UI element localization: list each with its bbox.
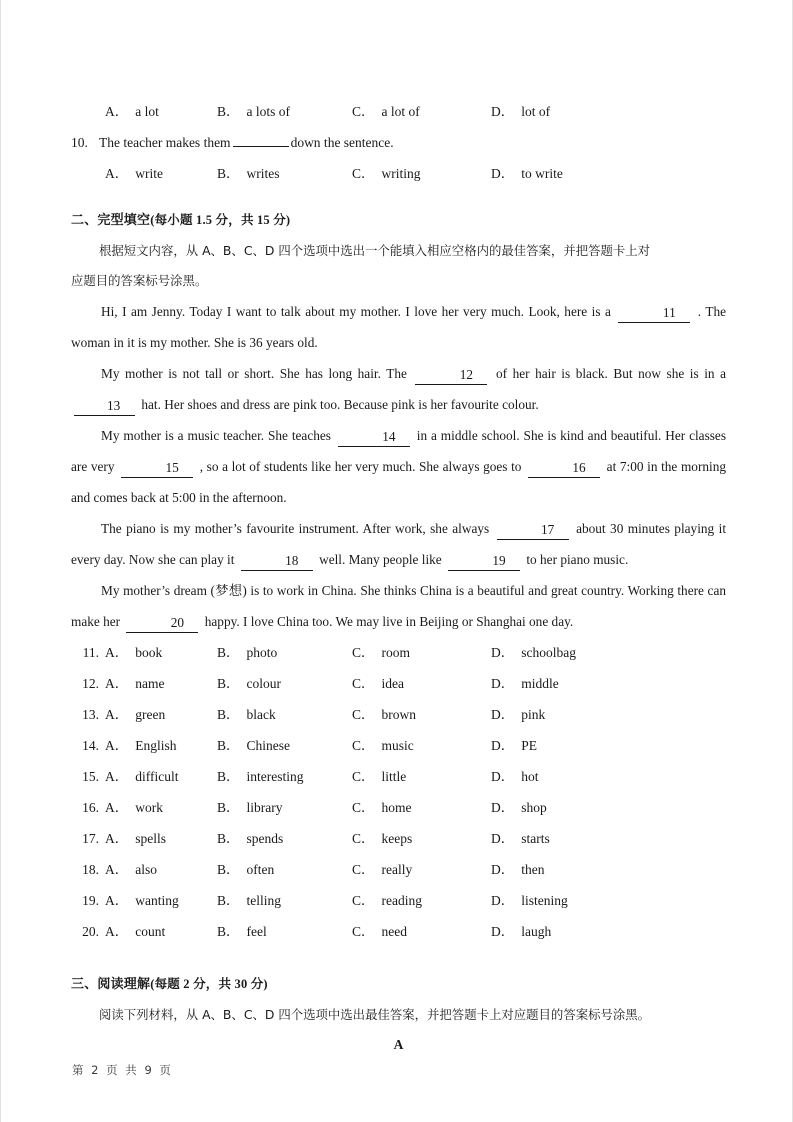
option-letter: B．	[217, 831, 240, 846]
option-text: a lots of	[246, 104, 291, 119]
option-letter: B．	[217, 166, 240, 181]
option-text: English	[135, 738, 177, 753]
passage-text: . The woman in it is my mother. She is 36 years old.	[71, 304, 727, 350]
passage-text: My mother’s dream (梦想) is to work in China. She thinks China is a beautiful and great country. Working there can make her	[71, 583, 726, 629]
option-d[interactable]	[491, 854, 631, 885]
option-letter: A．	[105, 676, 129, 691]
option-letter: C．	[352, 800, 375, 815]
passage-text: to her piano music.	[526, 552, 629, 567]
question-stem-text	[99, 127, 394, 158]
option-c[interactable]	[352, 916, 491, 947]
passage-text: about 30 minutes playing it every day. Now she can play it	[71, 521, 727, 567]
cloze-paragraph	[71, 358, 726, 420]
option-letter: B．	[217, 862, 240, 877]
option-letter: D．	[491, 769, 515, 784]
option-letter: D．	[491, 831, 515, 846]
option-a[interactable]	[105, 699, 217, 730]
option-letter: A．	[105, 166, 129, 181]
question-number: 11.	[82, 645, 99, 660]
option-d[interactable]	[491, 885, 631, 916]
passage-text: My mother is not tall or short. She has long hair. The	[101, 366, 413, 381]
option-letter: D．	[491, 166, 515, 181]
option-letter: D．	[491, 800, 515, 815]
option-text: middle	[521, 676, 559, 691]
stem-after: down the sentence.	[290, 135, 394, 150]
option-text: pink	[521, 707, 546, 722]
option-text: name	[135, 676, 165, 691]
cloze-paragraph	[71, 513, 726, 575]
option-text: laugh	[521, 924, 552, 939]
cloze-paragraph	[71, 420, 726, 513]
option-letter: C．	[352, 831, 375, 846]
option-letter: A．	[105, 769, 129, 784]
option-a[interactable]	[105, 885, 217, 916]
option-text: schoolbag	[521, 645, 576, 660]
option-letter: D．	[491, 893, 515, 908]
option-d[interactable]	[491, 761, 631, 792]
option-b[interactable]	[217, 96, 352, 127]
question-number: 10.	[71, 135, 88, 150]
passage-text: Hi, I am Jenny. Today I want to talk about my mother. I love her very much. Look, here is a	[101, 304, 616, 319]
option-a[interactable]	[105, 730, 217, 761]
option-text: also	[135, 862, 157, 877]
option-letter: C．	[352, 166, 375, 181]
question-number: 12.	[82, 676, 99, 691]
option-letter: A．	[105, 645, 129, 660]
option-text: colour	[246, 676, 282, 691]
question-number: 18.	[82, 862, 99, 877]
option-d[interactable]	[491, 96, 631, 127]
option-text: little	[381, 769, 407, 784]
section-3-heading	[71, 969, 726, 1000]
option-letter: A．	[105, 862, 129, 877]
option-letter: D．	[491, 862, 515, 877]
section-2-score: (每小题 1.5 分，共 15 分)	[150, 213, 291, 227]
cloze-blank-17[interactable]: 17	[497, 521, 569, 540]
option-b[interactable]	[217, 637, 352, 668]
option-b[interactable]	[217, 730, 352, 761]
option-letter: A．	[105, 831, 129, 846]
option-b[interactable]	[217, 854, 352, 885]
option-b[interactable]	[217, 792, 352, 823]
option-a[interactable]	[105, 854, 217, 885]
option-b[interactable]	[217, 823, 352, 854]
option-a[interactable]	[105, 96, 217, 127]
option-text: writing	[381, 166, 421, 181]
option-letter: B．	[217, 800, 240, 815]
option-d[interactable]	[491, 158, 631, 189]
option-c[interactable]	[352, 761, 491, 792]
option-d[interactable]	[491, 823, 631, 854]
option-a[interactable]	[105, 823, 217, 854]
option-d[interactable]	[491, 637, 631, 668]
option-b[interactable]	[217, 916, 352, 947]
page-footer: 第 2 页 共 9 页	[72, 1063, 173, 1077]
question-10-stem	[71, 127, 726, 158]
option-letter: C．	[352, 645, 375, 660]
option-letter: A．	[105, 707, 129, 722]
cloze-blank-16[interactable]: 16	[528, 459, 600, 478]
options-row	[71, 637, 726, 668]
option-letter: B．	[217, 893, 240, 908]
option-text: room	[381, 645, 411, 660]
option-letter: B．	[217, 645, 240, 660]
option-b[interactable]	[217, 761, 352, 792]
option-text: to write	[521, 166, 563, 181]
option-letter: D．	[491, 924, 515, 939]
option-letter: B．	[217, 769, 240, 784]
option-text: difficult	[135, 769, 179, 784]
option-text: write	[135, 166, 163, 181]
option-d[interactable]	[491, 699, 631, 730]
cloze-blank-13[interactable]: 13	[74, 397, 135, 416]
options-row	[71, 699, 726, 730]
options-row	[71, 761, 726, 792]
option-letter: C．	[352, 104, 375, 119]
option-text: spends	[246, 831, 284, 846]
option-text: brown	[381, 707, 417, 722]
options-row	[71, 885, 726, 916]
passage-text: happy. I love China too. We may live in Beijing or Shanghai one day.	[204, 614, 574, 629]
option-text: photo	[246, 645, 278, 660]
cloze-paragraph	[71, 296, 726, 358]
section-3-score: (每题 2 分，共 30 分)	[150, 977, 268, 991]
cloze-blank-19[interactable]: 19	[448, 552, 520, 571]
option-a[interactable]	[105, 158, 217, 189]
cloze-paragraph	[71, 575, 726, 637]
option-letter: D．	[491, 738, 515, 753]
option-letter: A．	[105, 104, 129, 119]
option-c[interactable]	[352, 854, 491, 885]
option-a[interactable]	[105, 916, 217, 947]
option-letter: B．	[217, 924, 240, 939]
option-d[interactable]	[491, 668, 631, 699]
option-b[interactable]	[217, 158, 352, 189]
section-2-title: 二、完型填空	[71, 213, 151, 228]
option-text: keeps	[381, 831, 413, 846]
option-letter: D．	[491, 645, 515, 660]
passage-text: of her hair is black. But now she is in a	[495, 366, 726, 381]
options-row-q9	[71, 96, 726, 127]
options-row-q10	[71, 158, 726, 189]
question-number: 13.	[82, 707, 99, 722]
option-a[interactable]	[105, 761, 217, 792]
option-letter: C．	[352, 924, 375, 939]
section-2-instruction-line-1: 根据短文内容，从 A、B、C、D 四个选项中选出一个能填入相应空格内的最佳答案，并把答题卡上对	[99, 243, 651, 258]
cloze-blank-18[interactable]: 18	[241, 552, 313, 571]
option-c[interactable]	[352, 885, 491, 916]
answer-blank[interactable]	[233, 146, 289, 147]
option-text: feel	[246, 924, 267, 939]
option-a[interactable]	[105, 668, 217, 699]
option-letter: C．	[352, 707, 375, 722]
options-row	[71, 854, 726, 885]
reading-passage-label-a: A	[393, 1037, 404, 1052]
option-a[interactable]	[105, 637, 217, 668]
option-b[interactable]	[217, 885, 352, 916]
question-number: 20.	[82, 924, 99, 939]
option-text: starts	[521, 831, 550, 846]
option-text: telling	[246, 893, 282, 908]
option-letter: C．	[352, 769, 375, 784]
option-text: listening	[521, 893, 568, 908]
option-letter: B．	[217, 707, 240, 722]
option-b[interactable]	[217, 699, 352, 730]
cloze-blank-20[interactable]: 20	[126, 614, 198, 633]
passage-text: well. Many people like	[319, 552, 446, 567]
question-number: 19.	[82, 893, 99, 908]
page-content	[71, 96, 726, 1060]
cloze-blank-14[interactable]: 14	[338, 428, 410, 447]
passage-text: The piano is my mother’s favourite instrument. After work, she always	[101, 521, 494, 536]
option-text: Chinese	[246, 738, 291, 753]
passage-text: in a middle school. She is kind and beautiful. Her classes are very	[71, 428, 726, 474]
stem-before: The teacher makes them	[99, 135, 231, 150]
option-c[interactable]	[352, 792, 491, 823]
option-c[interactable]	[352, 730, 491, 761]
option-letter: C．	[352, 676, 375, 691]
option-text: idea	[381, 676, 405, 691]
cloze-blank-15[interactable]: 15	[121, 459, 193, 478]
option-c[interactable]	[352, 823, 491, 854]
question-number: 16.	[82, 800, 99, 815]
option-letter: D．	[491, 104, 515, 119]
cloze-blank-12[interactable]: 12	[415, 366, 487, 385]
options-row	[71, 792, 726, 823]
option-letter: C．	[352, 738, 375, 753]
option-text: really	[381, 862, 413, 877]
option-letter: A．	[105, 800, 129, 815]
cloze-passage	[71, 296, 726, 637]
option-text: reading	[381, 893, 422, 908]
option-b[interactable]	[217, 668, 352, 699]
option-letter: C．	[352, 862, 375, 877]
option-c[interactable]	[352, 699, 491, 730]
option-text: a lot	[135, 104, 159, 119]
option-text: wanting	[135, 893, 179, 908]
option-text: often	[246, 862, 275, 877]
option-text: count	[135, 924, 166, 939]
passage-text: My mother is a music teacher. She teaches	[101, 428, 335, 443]
option-letter: B．	[217, 738, 240, 753]
section-2-instruction-line-2: 应题目的答案标号涂黑。	[71, 273, 208, 288]
option-c[interactable]	[352, 637, 491, 668]
option-text: lot of	[521, 104, 551, 119]
option-text: then	[521, 862, 545, 877]
option-text: shop	[521, 800, 547, 815]
option-text: home	[381, 800, 412, 815]
cloze-blank-11[interactable]: 11	[618, 304, 690, 323]
section-3-instruction: 阅读下列材料，从 A、B、C、D 四个选项中选出最佳答案，并把答题卡上对应题目的答案标号涂黑。	[99, 1007, 651, 1022]
option-text: book	[135, 645, 163, 660]
option-c[interactable]	[352, 96, 491, 127]
option-text: PE	[521, 738, 538, 753]
passage-text: hat. Her shoes and dress are pink too. Because pink is her favourite colour.	[141, 397, 539, 412]
question-number: 17.	[82, 831, 99, 846]
section-3-title: 三、阅读理解	[71, 977, 151, 992]
option-letter: D．	[491, 676, 515, 691]
options-row	[71, 916, 726, 947]
option-d[interactable]	[491, 792, 631, 823]
option-d[interactable]	[491, 916, 631, 947]
option-letter: C．	[352, 893, 375, 908]
option-text: work	[135, 800, 163, 815]
options-row	[71, 668, 726, 699]
passage-text: at 7:00 in the morning and comes back at 5:00 in the afternoon.	[71, 459, 727, 505]
option-letter: A．	[105, 738, 129, 753]
option-letter: B．	[217, 104, 240, 119]
option-text: music	[381, 738, 414, 753]
passage-text: , so a lot of students like her very much. She always goes to	[199, 459, 526, 474]
cloze-question-list	[71, 637, 726, 947]
option-text: need	[381, 924, 407, 939]
option-d[interactable]	[491, 730, 631, 761]
question-number: 15.	[82, 769, 99, 784]
option-text: spells	[135, 831, 167, 846]
option-letter: D．	[491, 707, 515, 722]
question-number: 14.	[82, 738, 99, 753]
option-text: writes	[246, 166, 280, 181]
option-text: black	[246, 707, 276, 722]
option-letter: A．	[105, 893, 129, 908]
option-a[interactable]	[105, 792, 217, 823]
option-letter: B．	[217, 676, 240, 691]
section-2-heading	[71, 205, 726, 236]
option-c[interactable]	[352, 668, 491, 699]
options-row	[71, 823, 726, 854]
option-c[interactable]	[352, 158, 491, 189]
option-letter: A．	[105, 924, 129, 939]
option-text: library	[246, 800, 283, 815]
options-row	[71, 730, 726, 761]
option-text: a lot of	[381, 104, 420, 119]
option-text: green	[135, 707, 166, 722]
option-text: hot	[521, 769, 539, 784]
option-text: interesting	[246, 769, 304, 784]
